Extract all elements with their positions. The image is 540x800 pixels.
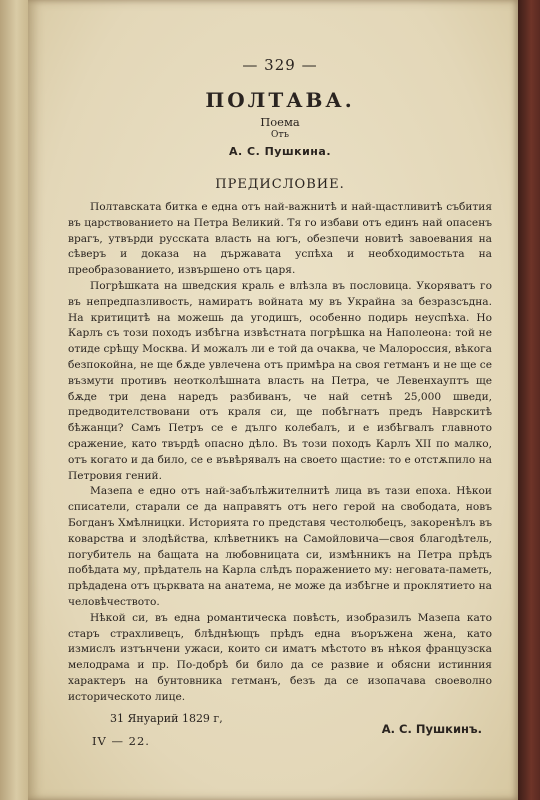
- date-line: 31 Януарий 1829 г,: [110, 711, 223, 725]
- paragraph: Мазепа е едно отъ най-забълѣжителнитѣ лица въ тази епоха. Нѣкои списатели, старали се да направятъ отъ него герой на свободата, новъ Богданъ Хмѣлницки. Историята го представя честолюбецъ, закоренѣлъ въ коварства и злодѣйства, клѣветникъ на Самойловича—своя благодѣтель, погубитель на бащата на любовницата си, измѣнникъ на Петра прѣдъ побѣдата му, прѣдатель на Карла слѣдъ поражението му: неговата-паметь, прѣдадена отъ църквата на анатема, не може да избѣгне и проклятието на человѣчеството.: [68, 485, 492, 608]
- section-heading: ПРЕДИСЛОВИЕ.: [215, 177, 345, 192]
- paragraph: Полтавската битка е една отъ най-важнитѣ и най-щастливитѣ събития въ царствованието на Петра Великий. Тя го избави отъ единъ най опасенъ врагъ, утвърди русската власть на югъ, обезпечи новитѣ завоевания на сѣверъ и доказа на държавата успѣха и необходимостьта на преобразованието, извършено отъ царя.: [68, 201, 492, 277]
- author-name: А. С. Пушкина.: [228, 145, 332, 158]
- signature-row: [68, 710, 492, 736]
- page-content: [68, 56, 492, 748]
- poem-title: ПОЛТАВА.: [205, 88, 355, 112]
- book-cover-edge: [518, 0, 540, 800]
- by-label: Отъ: [270, 130, 290, 140]
- paragraph: Погрѣшката на шведския краль е влѣзла въ пословица. Укоряватъ го въ непредпазливость, намиратъ войната му въ Украйна за безразсъдна. На критицитѣ на можешь да угодишъ, особенно подирь неуспѣха. Но Карлъ съ този походъ избѣгна извѣстната погрѣшка на Наполеона: той не отиде срѣщу Москва. И можалъ ли е той да очаква, че Малороссия, вѣкога безпокойна, не ще бѫде увлечена отъ примѣра на своя гетманъ и не ще се възмути противъ неотколѣшната власть на Петра, че Левенхауптъ ще бѫде три дена наредъ разбиванъ, че най сетнѣ 25,000 шведи, предводителствовани отъ краля си, ще побѣгнатъ предъ Наврскитѣ бѣжанци? Самъ Петръ се е дълго колебалъ, и е избѣгвалъ главното сражение, като твърдѣ опасно дѣло. Въ този походъ Карлъ XII по малко, отъ когато и да било, се е въвѣрявалъ на своето щастие: то е отстѫпило на Петровия гений.: [68, 279, 492, 482]
- sheet-signature-code: IV — 22.: [92, 733, 150, 748]
- genre-label: Поема: [260, 115, 300, 129]
- signature: А. С. Пушкинъ.: [381, 721, 482, 736]
- book-spine-gutter: [0, 0, 30, 800]
- paragraph: Нѣкой си, въ една романтическа повѣсть, изобразилъ Мазепа като старъ страхливецъ, блѣднѣющъ прѣдъ една въоръжена жена, като измислъ изтънчени ужаси, които си иматъ мѣстото въ нѣкоя французска мелодрама и пр. По-добрѣ би било да се развие и обясни истинния характеръ на бунтовника гетманъ, безъ да се изопачава своеволно историческото лице.: [68, 611, 492, 703]
- page-number: — 329 —: [242, 56, 318, 74]
- book-page: [28, 0, 518, 800]
